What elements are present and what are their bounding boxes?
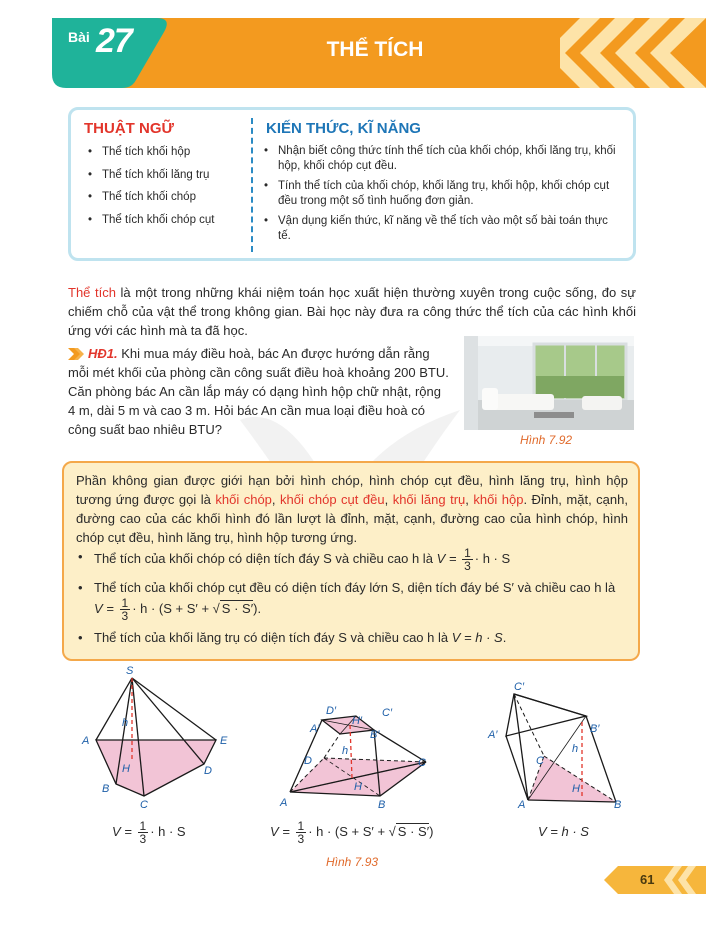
svg-text:D: D [304,755,312,767]
formula-list [76,547,628,647]
svg-text:A′: A′ [310,723,320,735]
svg-text:A′: A′ [488,729,498,741]
label-D: D [204,765,212,777]
term-khoi-lang-tru: khối lăng trụ [392,492,466,507]
activity-text: Khi mua máy điều hoà, bác An được hướng dẫn rằng mỗi mét khối của phòng cần công suất điều hoà khoảng 200 BTU. Căn phòng bác An cần lắp máy có dạng hình hộp chữ nhật, rộng 4 m, dài 5 m và cao 3 m. Hỏi bác An cần mua loại điều hoà có công suất bao nhiêu BTU? [68,346,449,437]
svg-text:D′: D′ [326,705,337,717]
svg-text:h: h [572,743,579,755]
list-item: • Thể tích khối lăng trụ [86,168,246,183]
section-divider [251,118,253,252]
page-number: 61 [640,872,655,887]
activity-label: HĐ1. [88,346,118,361]
list-item: • Thể tích khối hộp [86,145,246,160]
svg-text:C: C [418,757,426,769]
intro-term: Thể tích [68,285,116,300]
definition-text: Phần không gian được giới hạn bởi hình chóp, hình chóp cụt đều, hình lăng trụ, hình hộp tương ứng được gọi là khối chóp, khối chóp cụt đều, khối lăng trụ, khối hộp. Đỉnh, mặt, cạnh, đường cao của các khối hình đó lần lượt là đỉnh, mặt, cạnh, đường cao của hình chóp, hình chóp cụt đều, hình lăng trụ, hình hộp tương ứng. [76,473,628,545]
page-number-badge [604,866,706,894]
svg-text:C′: C′ [514,681,525,693]
list-item: • Thể tích khối chóp [86,190,246,205]
page-title: THỂ TÍCH [326,38,424,61]
figure-caption-7-92: Hình 7.92 [520,433,573,447]
lesson-number: 27 [96,22,132,60]
svg-text:H: H [354,781,362,793]
term-khoi-chop-cut-deu: khối chóp cụt đều [280,492,385,507]
intro-text: là một trong những khái niệm toán học xuất hiện thường xuyên trong cuộc sống, đo sự chiếm chỗ của vật thể trong không gian. Bài học này đưa ra công thức thể tích của các hình khối ứng với các hình mà ta đã học. [68,285,637,338]
svg-text:A: A [518,799,526,811]
svg-text:h: h [342,745,349,757]
svg-text:A: A [280,797,288,809]
svg-text:H: H [572,783,580,795]
lesson-word: Bài [68,29,90,45]
list-item: • Vận dụng kiến thức, kĩ năng về thể tích vào một số bài toán thực tế. [262,214,622,243]
label-A: A [82,735,90,747]
term-khoi-hop: khối hộp [473,492,524,507]
figure-frustum [278,700,438,812]
label-H: H [122,763,130,775]
formula-right: V = h · S [538,824,589,839]
list-item: • Thể tích khối chóp cụt [86,213,246,228]
label-E: E [220,735,228,747]
formula-pyramid: • Thể tích của khối chóp có diện tích đáy S và chiều cao h là V = $\frac{1}{3}$ · h · S [76,547,628,572]
formula-left: V = $\frac{1}{3}$ · h · S [112,819,186,846]
svg-text:B: B [614,799,622,811]
figure-prism [486,680,636,812]
formula-middle: V = $\frac{1}{3}$ · h · (S + S′ + √ S · S′) [270,819,434,846]
svg-text:H′: H′ [352,715,363,727]
svg-text:B′: B′ [590,723,600,735]
label-C: C [140,799,148,811]
figure-pyramid [76,664,236,814]
living-room-photo [464,336,634,430]
label-B: B [102,783,110,795]
figure-caption-7-93: Hình 7.93 [326,855,379,869]
activity-hd1 [68,344,450,439]
header-chevron-decoration [560,18,706,88]
terms-heading: THUẬT NGỮ [84,120,174,137]
label-h: h [122,717,129,729]
label-S: S [126,665,134,677]
skills-heading: KIẾN THỨC, KĨ NĂNG [266,120,421,137]
formula-prism: • Thể tích của khối lăng trụ có diện tích đáy S và chiều cao h là V = h · S. [76,628,628,647]
svg-text:B′: B′ [370,729,380,741]
formula-frustum: • Thể tích của khối chóp cụt đều có diện tích đáy lớn S, diện tích đáy bé S′ và chiều cao h là V = $\frac{1}{3}$ · h · (S + S′ + √ S · S′). [76,578,628,622]
list-item: • Tính thể tích của khối chóp, khối lăng trụ, khối hộp, khối chóp cụt đều trong một số tình huống đơn giản. [262,179,622,208]
list-item: • Nhận biết công thức tính thể tích của khối chóp, khối lăng trụ, khối hộp, khối chóp cụt đều. [262,144,622,173]
svg-text:C′: C′ [382,707,393,719]
term-khoi-chop: khối chóp [215,492,272,507]
svg-text:B: B [378,799,386,811]
skills-list [262,144,622,249]
svg-text:C: C [536,755,544,767]
intro-paragraph [68,283,636,340]
terms-list [86,145,246,235]
